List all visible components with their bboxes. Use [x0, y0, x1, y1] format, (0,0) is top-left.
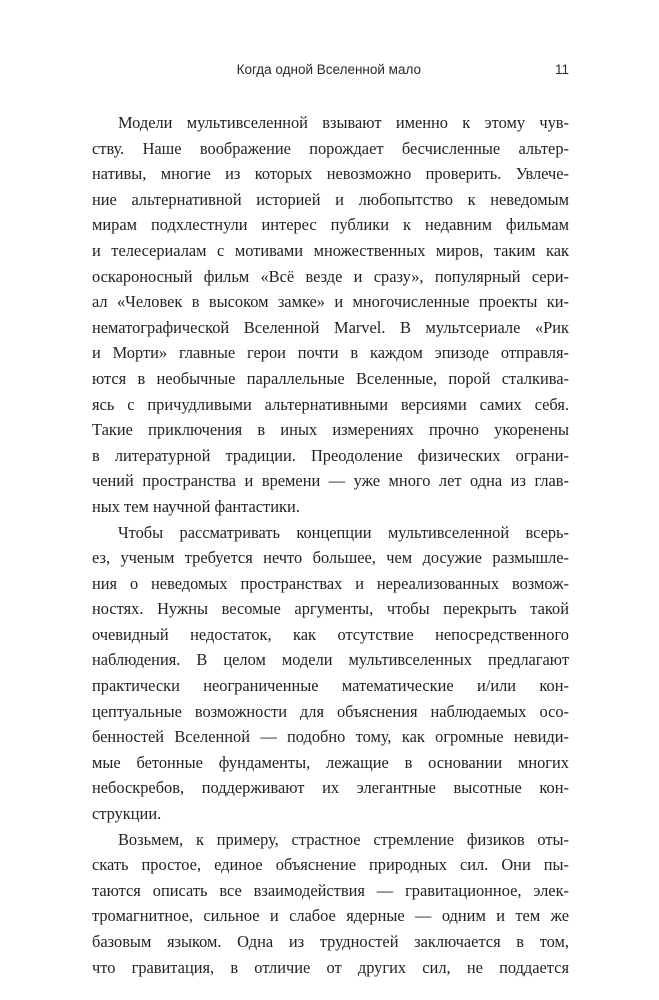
- text-line: мирам подхлестнули интерес публики к недавним фильмам: [92, 215, 569, 235]
- running-head: [0, 62, 659, 82]
- page-number: 11: [555, 62, 570, 77]
- text-line: и Морти» главные герои почти в каждом эпизоде отправля-: [92, 343, 569, 363]
- text-line: ются в необычные параллельные Вселенные, порой сталкива-: [92, 368, 569, 388]
- paragraph-2: [92, 520, 569, 827]
- text-line: таются описать все взаимодействия — гравитационное, элек-: [92, 880, 569, 900]
- paragraph-1: [92, 110, 569, 520]
- text-line: что гравитация, в отличие от других сил, не поддается: [92, 957, 569, 977]
- body-text: [92, 110, 569, 980]
- text-line: практически неограниченные математические и/или кон-: [92, 676, 569, 696]
- text-line: очевидный недостаток, как отсутствие непосредственного: [92, 624, 569, 644]
- text-line: небоскребов, поддерживают их элегантные высотные кон-: [92, 778, 569, 798]
- paragraph-3: [92, 827, 569, 981]
- text-line: ных тем научной фантастики.: [92, 496, 300, 516]
- text-line: Модели мультивселенной взывают именно к этому чув-: [118, 113, 569, 132]
- text-line: струкции.: [92, 804, 162, 824]
- text-line: скать простое, единое объяснение природных сил. Они пы-: [92, 855, 569, 875]
- text-line: ству. Наше воображение порождает бесчисленные альтер-: [92, 138, 569, 158]
- text-line: тромагнитное, сильное и слабое ядерные — одним и тем же: [92, 906, 569, 926]
- text-line: чений пространства и времени — уже много лет одна из глав-: [92, 471, 569, 491]
- text-line: в литературной традиции. Преодоление физических ограни-: [92, 445, 569, 465]
- text-line: Такие приключения в иных измерениях прочно укоренены: [92, 420, 569, 440]
- text-line: Возьмем, к примеру, страстное стремление физиков оты-: [118, 829, 569, 849]
- running-head-title: Когда одной Вселенной мало: [236, 62, 421, 77]
- text-line: наблюдения. В целом модели мультивселенных предлагают: [92, 650, 569, 670]
- text-line: ал «Человек в высоком замке» и многочисленные проекты ки-: [92, 292, 569, 312]
- text-line: оскароносный фильм «Всё везде и сразу», популярный сери-: [92, 266, 569, 286]
- text-line: ностях. Нужны весомые аргументы, чтобы перекрыть такой: [92, 599, 569, 619]
- text-line: цептуальные возможности для объяснения наблюдаемых осо-: [92, 701, 569, 721]
- text-line: ез, ученым требуется нечто большее, чем досужие размышле-: [92, 548, 569, 568]
- text-line: бенностей Вселенной — подобно тому, как огромные невиди-: [92, 727, 569, 747]
- text-line: и телесериалам с мотивами множественных миров, таким как: [92, 240, 569, 260]
- text-line: ния о неведомых пространствах и нереализованных возмож-: [92, 573, 569, 593]
- text-line: ясь с причудливыми альтернативными версиями самих себя.: [92, 394, 569, 414]
- text-line: Чтобы рассматривать концепции мультивселенной всерь-: [118, 522, 569, 542]
- text-line: мые бетонные фундаменты, лежащие в основании многих: [92, 752, 569, 772]
- text-line: нативы, многие из которых невозможно проверить. Увлече-: [92, 164, 569, 184]
- text-line: ние альтернативной историей и любопытство к неведомым: [92, 189, 569, 209]
- text-line: базовым языком. Одна из трудностей заключается в том,: [92, 932, 569, 951]
- text-line: нематографической Вселенной Marvel. В мультсериале «Рик: [92, 317, 569, 337]
